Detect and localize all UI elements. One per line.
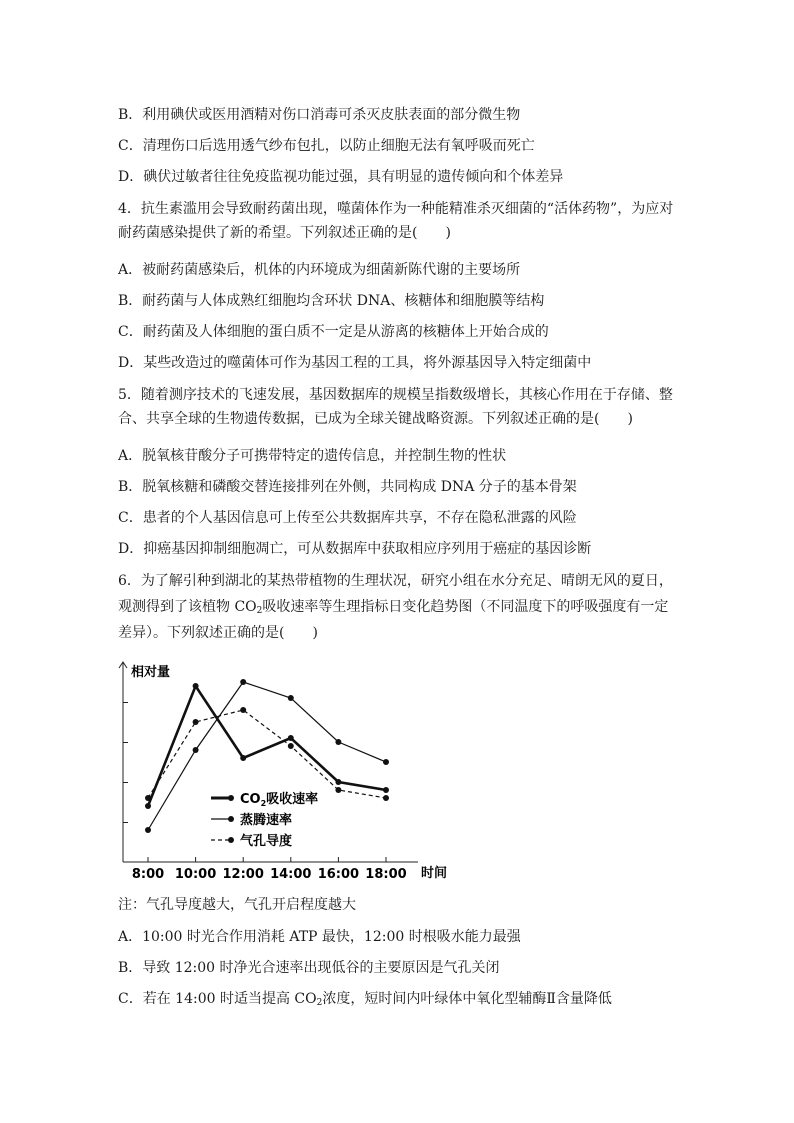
q4-option-b: B．耐药菌与人体成熟红细胞均含环状 DNA、核糖体和细胞膜等结构 <box>118 293 545 309</box>
legend-marker-transpiration <box>228 816 234 822</box>
x-tick-label: 16:00 <box>317 867 360 882</box>
legend-label-stomatal: 气孔导度 <box>240 834 293 849</box>
series-point-1 <box>335 739 341 745</box>
q4-option-d: D．某些改造过的噬菌体可作为基因工程的工具，将外源基因导入特定细菌中 <box>118 355 592 371</box>
series-point-1 <box>193 747 199 753</box>
q3-option-b: B．利用碘伏或医用酒精对伤口消毒可杀灭皮肤表面的部分微生物 <box>118 107 521 123</box>
x-axis-label: 时间 <box>421 866 448 881</box>
series-point-2 <box>383 795 389 801</box>
chart-legend <box>211 791 318 849</box>
q5-option-d: D．抑癌基因抑制细胞凋亡，可从数据库中获取相应序列用于癌症的基因诊断 <box>118 541 592 557</box>
q6-option-c-pre: C．若在 14:00 时适当提高 CO <box>118 991 317 1007</box>
series-point-1 <box>383 759 389 765</box>
q6-stem-line2 <box>118 598 668 620</box>
series-point-0 <box>383 787 389 793</box>
legend-marker-stomatal <box>228 837 234 843</box>
q6-option-c-sub: 2 <box>316 998 323 1008</box>
q6-stem-line2-pre: 观测得到了该植物 CO <box>118 599 257 615</box>
x-tick-label: 14:00 <box>270 867 312 882</box>
q4-option-c: C．耐药菌及人体细胞的蛋白质不一定是从游离的核糖体上开始合成的 <box>118 324 549 340</box>
line-chart <box>118 660 458 885</box>
series-point-2 <box>288 743 294 749</box>
series-point-1 <box>288 695 294 701</box>
series-point-1 <box>145 827 151 833</box>
q6-stem-line2-post: 吸收速率等生理指标日变化趋势图（不同温度下的呼吸强度有一定 <box>262 599 669 615</box>
series-point-0 <box>240 755 246 761</box>
series-point-2 <box>193 719 199 725</box>
q6-stem-line3: 差异）。下列叙述正确的是( ) <box>118 625 318 641</box>
q6-option-a: A．10:00 时光合作用消耗 ATP 最快，12:00 时根吸水能力最强 <box>118 929 521 945</box>
series-line-0 <box>148 686 386 806</box>
q6-option-c <box>118 990 612 1012</box>
q3-option-d: D．碘伏过敏者往往免疫监视功能过强，具有明显的遗传倾向和个体差异 <box>118 169 564 185</box>
q4-stem-line1: 4．抗生素滥用会导致耐药菌出现，噬菌体作为一种能精准杀灭细菌的“活体药物”，为应对 <box>118 201 674 217</box>
q4-option-a: A．被耐药菌感染后，机体的内环境成为细菌新陈代谢的主要场所 <box>118 262 521 278</box>
series-point-1 <box>240 679 246 685</box>
legend-marker-co2 <box>228 795 234 801</box>
series-point-0 <box>335 779 341 785</box>
q3-option-c: C．清理伤口后选用透气纱布包扎，以防止细胞无法有氧呼吸而死亡 <box>118 138 535 154</box>
series-point-2 <box>335 787 341 793</box>
x-tick-label: 10:00 <box>174 867 217 882</box>
q5-option-a: A．脱氧核苷酸分子可携带特定的遗传信息，并控制生物的性状 <box>118 448 507 464</box>
series-line-1 <box>148 682 386 830</box>
q6-stem-line2-sub: 2 <box>256 606 263 616</box>
figure-note: 注：气孔导度越大，气孔开启程度越大 <box>118 897 356 913</box>
legend-label-transpiration: 蒸腾速率 <box>240 813 293 828</box>
q5-option-c: C．患者的个人基因信息可上传至公共数据库共享，不存在隐私泄露的风险 <box>118 510 577 526</box>
legend-label-co2: $CO_2$吸收速率 <box>240 792 319 808</box>
x-tick-label: 18:00 <box>365 867 407 882</box>
q4-stem-line2: 耐药菌感染提供了新的希望。下列叙述正确的是( ) <box>118 225 451 241</box>
series-point-0 <box>145 803 151 809</box>
q5-stem-line2: 合、共享全球的生物遗传数据，已成为全球关键战略资源。下列叙述正确的是( ) <box>118 411 633 427</box>
q6-option-c-post: 浓度，短时间内叶绿体中氧化型辅酶Ⅱ含量降低 <box>322 991 612 1007</box>
series-point-2 <box>240 707 246 713</box>
x-tick-label: 8:00 <box>131 867 165 882</box>
q5-option-b: B．脱氧核糖和磷酸交替连接排列在外侧，共同构成 DNA 分子的基本骨架 <box>118 479 577 495</box>
series-point-0 <box>193 683 199 689</box>
y-axis-label: 相对量 <box>131 665 171 680</box>
x-tick-label: 12:00 <box>222 867 264 882</box>
q5-stem-line1: 5．随着测序技术的飞速发展，基因数据库的规模呈指数级增长，其核心作用在于存储、整 <box>118 387 673 403</box>
series-point-0 <box>288 735 294 741</box>
q6-stem-line1: 6．为了解引种到湖北的某热带植物的生理状况，研究小组在水分充足、晴朗无风的夏日， <box>118 573 673 589</box>
daily-trend-figure <box>118 660 458 889</box>
series-point-2 <box>145 795 151 801</box>
q6-option-b: B．导致 12:00 时净光合速率出现低谷的主要原因是气孔关闭 <box>118 960 500 976</box>
